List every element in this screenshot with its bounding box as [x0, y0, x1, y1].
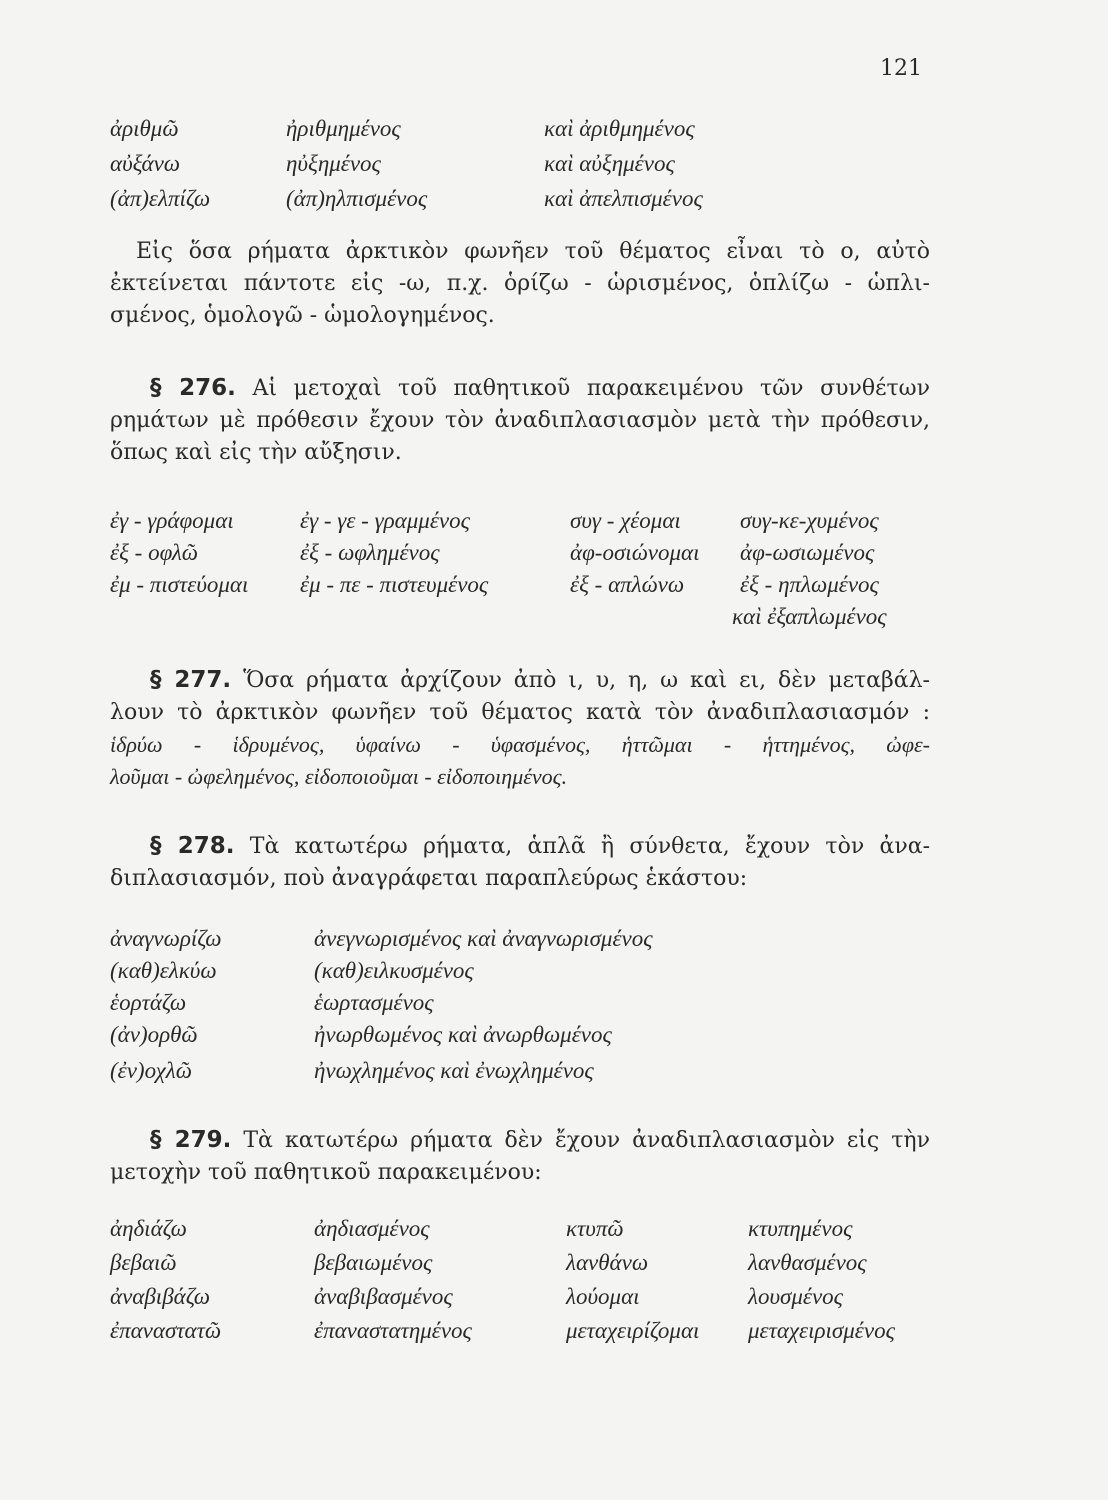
table-cell: ἐγ - γε - γραμμένος — [300, 508, 470, 533]
table-cell: ἑωρτασμένος — [314, 990, 434, 1015]
table-cell: καὶ ἀπελπισμένος — [544, 186, 703, 211]
table-cell: ἀνεγνωρισμένος καὶ ἀναγνωρισμένος — [314, 926, 653, 951]
paragraph-line: Τὰ κατωτέρω ρήματα, ἁπλᾶ ἢ σύνθετα, ἔχουν τὸν ἀνα- — [249, 834, 930, 859]
table-cell: ἐξ - οφλῶ — [110, 540, 199, 565]
section-279 — [110, 1124, 930, 1189]
table-cell: βεβαιῶ — [110, 1250, 177, 1275]
paragraph-line: διπλασιασμόν, ποὺ ἀναγράφεται παραπλεύρως ἑκάστου: — [110, 866, 748, 891]
table-cell: καὶ ἐξαπλωμένος — [732, 604, 887, 629]
table-cell: ἐμ - πιστεύομαι — [110, 572, 249, 597]
table-cell: καὶ ἀριθμημένος — [544, 116, 695, 141]
section-number: § 278. — [150, 833, 235, 859]
table-cell: καὶ αὐξημένος — [544, 151, 675, 176]
section-278 — [110, 830, 930, 895]
paragraph-line: Αἱ μετοχαὶ τοῦ παθητικοῦ παρακειμένου τῶν συνθέτων — [252, 376, 930, 401]
section-number: § 277. — [150, 667, 232, 693]
table-cell: ἐξ - ηπλωμένος — [740, 572, 879, 597]
table-cell: λανθασμένος — [748, 1250, 867, 1275]
table-cell: (καθ)ειλκυσμένος — [314, 958, 474, 983]
table-cell: συγ-κε-χυμένος — [740, 508, 879, 533]
table-cell: ηὐξημένος — [286, 151, 381, 176]
table-cell: ἐξ - ωφλημένος — [300, 540, 440, 565]
table-cell: κτυπῶ — [566, 1216, 624, 1241]
table-cell: ἐξ - απλώνω — [570, 572, 685, 597]
section-number: § 279. — [150, 1127, 232, 1153]
paragraph-line: Ὅσα ρήματα ἀρχίζουν ἀπὸ ι, υ, η, ω καὶ ει, δὲν μεταβάλ- — [243, 668, 930, 693]
paragraph-line: ἱδρύω - ἱδρυμένος, ὑφαίνω - ὑφασμένος, ἡττῶμαι - ἡττημένος, ὠφε- — [110, 732, 930, 757]
section-number: § 276. — [150, 375, 236, 401]
table-cell: ἀναβιβασμένος — [314, 1284, 453, 1309]
table-cell: βεβαιωμένος — [314, 1250, 433, 1275]
section-277 — [110, 664, 930, 793]
table-cell: λούομαι — [566, 1284, 640, 1309]
page-number: 121 — [880, 56, 922, 81]
table-cell: ἐπαναστατῶ — [110, 1318, 222, 1343]
table-cell: (καθ)ελκύω — [110, 958, 217, 983]
table-cell: (ἀπ)ελπίζω — [110, 186, 211, 211]
table-cell: μεταχειρισμένος — [748, 1318, 895, 1343]
paragraph-line: μετοχὴν τοῦ παθητικοῦ παρακειμένου: — [110, 1160, 542, 1185]
paragraph-initial-o — [110, 236, 930, 332]
table-cell: ἀηδιάζω — [110, 1216, 187, 1241]
paragraph-line: ρημάτων μὲ πρόθεσιν ἔχουν τὸν ἀναδιπλασιασμὸν μετὰ τὴν πρόθεσιν, — [110, 408, 930, 433]
table-cell: κτυπημένος — [748, 1216, 853, 1241]
table-cell: ἐμ - πε - πιστευμένος — [300, 572, 489, 597]
table-cell: (ἀπ)ηλπισμένος — [286, 186, 428, 211]
table-cell: ἀναβιβάζω — [110, 1284, 210, 1309]
table-cell: ἀηδιασμένος — [314, 1216, 430, 1241]
table-cell: συγ - χέομαι — [570, 508, 681, 533]
paragraph-line: λουν τὸ ἀρκτικὸν φωνῆεν τοῦ θέματος κατὰ τὸν ἀναδιπλασιασμόν : — [110, 700, 930, 725]
table-cell: ἀφ-ωσιωμένος — [740, 540, 875, 565]
table-cell: ἑορτάζω — [110, 990, 187, 1015]
section-276 — [110, 372, 930, 469]
table-cell: ἠνωρθωμένος καὶ ἀνωρθωμένος — [314, 1022, 612, 1047]
table-cell: (ἐν)οχλῶ — [110, 1058, 192, 1083]
table-cell: ἠριθμημένος — [286, 116, 401, 141]
table-cell: ἐπαναστατημένος — [314, 1318, 472, 1343]
table-cell: ἀναγνωρίζω — [110, 926, 222, 951]
paragraph-line: σμένος, ὁμολογῶ - ὡμολογημένος. — [110, 303, 495, 328]
table-cell: ἐγ - γράφομαι — [110, 508, 234, 533]
table-cell: ἀριθμῶ — [110, 116, 179, 141]
table-cell: ἀφ-οσιώνομαι — [570, 540, 700, 565]
table-cell: αὐξάνω — [110, 151, 181, 176]
paragraph-line: Εἰς ὅσα ρήματα ἀρκτικὸν φωνῆεν τοῦ θέματος εἶναι τὸ ο, αὐτὸ — [136, 239, 930, 264]
table-cell: λουσμένος — [748, 1284, 844, 1309]
table-cell: λανθάνω — [566, 1250, 649, 1275]
table-cell: ἠνωχλημένος καὶ ἐνωχλημένος — [314, 1058, 594, 1083]
table-cell: (ἀν)ορθῶ — [110, 1022, 198, 1047]
paragraph-line: λοῦμαι - ὠφελημένος, εἰδοποιοῦμαι - εἰδοποιημένος. — [110, 764, 568, 789]
paragraph-line: ἐκτείνεται πάντοτε εἰς -ω, π.χ. ὁρίζω - ὡρισμένος, ὁπλίζω - ὡπλι- — [110, 271, 930, 296]
paragraph-line: ὅπως καὶ εἰς τὴν αὔξησιν. — [110, 440, 402, 465]
paragraph-line: Τὰ κατωτέρω ρήματα δὲν ἔχουν ἀναδιπλασιασμὸν εἰς τὴν — [243, 1128, 930, 1153]
table-cell: μεταχειρίζομαι — [566, 1318, 700, 1343]
